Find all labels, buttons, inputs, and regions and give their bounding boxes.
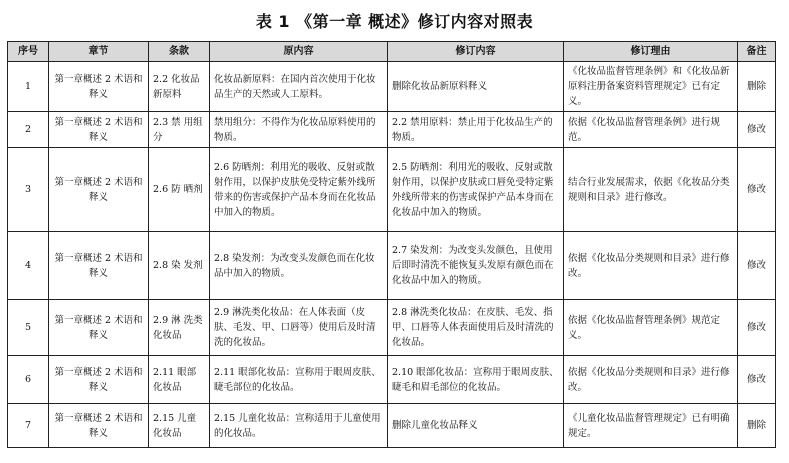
cell-chapter: 第一章概述 2 术语和释义 xyxy=(49,62,149,112)
cell-chapter: 第一章概述 2 术语和释义 xyxy=(49,404,149,448)
cell-revised: 2.8 淋洗类化妆品：在皮肤、毛发、指甲、口唇等人体表面使用后及时清洗的化妆品。 xyxy=(388,300,564,356)
cell-seq: 7 xyxy=(8,404,49,448)
cell-revised: 2.2 禁用原料：禁止用于化妆品生产的物质。 xyxy=(388,112,564,148)
cell-article: 2.8 染 发剂 xyxy=(149,232,210,300)
cell-note: 修改 xyxy=(738,148,776,232)
cell-reason: 依据《化妆品分类规则和目录》进行修改。 xyxy=(564,232,738,300)
cell-revised: 删除化妆品新原料释义 xyxy=(388,62,564,112)
cell-original: 2.11 眼部化妆品：宣称用于眼周皮肤、睫毛部位的化妆品。 xyxy=(210,356,388,404)
cell-seq: 1 xyxy=(8,62,49,112)
cell-seq: 3 xyxy=(8,148,49,232)
cell-note: 修改 xyxy=(738,300,776,356)
cell-original: 2.9 淋洗类化妆品：在人体表面（皮肤、毛发、甲、口唇等）使用后及时清洗的化妆品。 xyxy=(210,300,388,356)
cell-revised: 删除儿童化妆品释义 xyxy=(388,404,564,448)
cell-original: 2.6 防晒剂：利用光的吸收、反射或散射作用，以保护皮肤免受特定紫外线所带来的伤害或保护产品本身而在化妆品中加入的物质。 xyxy=(210,148,388,232)
cell-reason: 结合行业发展需求，依据《化妆品分类规则和目录》进行修改。 xyxy=(564,148,738,232)
header-chapter: 章节 xyxy=(49,42,149,62)
cell-original: 2.15 儿童化妆品：宣称适用于儿童使用的化妆品。 xyxy=(210,404,388,448)
cell-note: 修改 xyxy=(738,112,776,148)
header-revised: 修订内容 xyxy=(388,42,564,62)
cell-revised: 2.7 染发剂：为改变头发颜色，且使用后即时清洗不能恢复头发原有颜色而在化妆品中加入的物质。 xyxy=(388,232,564,300)
cell-original: 2.8 染发剂：为改变头发颜色而在化妆品中加入的物质。 xyxy=(210,232,388,300)
cell-original: 禁用组分：不得作为化妆品原料使用的物质。 xyxy=(210,112,388,148)
cell-seq: 4 xyxy=(8,232,49,300)
header-reason: 修订理由 xyxy=(564,42,738,62)
cell-seq: 5 xyxy=(8,300,49,356)
table-row xyxy=(8,404,776,448)
table-header-row xyxy=(8,42,776,62)
cell-original: 化妆品新原料：在国内首次使用于化妆品生产的天然或人工原料。 xyxy=(210,62,388,112)
table-row xyxy=(8,62,776,112)
table-row xyxy=(8,112,776,148)
header-article: 条款 xyxy=(149,42,210,62)
cell-article: 2.2 化妆品新原料 xyxy=(149,62,210,112)
cell-article: 2.15 儿童化妆品 xyxy=(149,404,210,448)
cell-article: 2.11 眼部化妆品 xyxy=(149,356,210,404)
cell-chapter: 第一章概述 2 术语和释义 xyxy=(49,112,149,148)
cell-chapter: 第一章概述 2 术语和释义 xyxy=(49,300,149,356)
cell-seq: 2 xyxy=(8,112,49,148)
cell-note: 修改 xyxy=(738,232,776,300)
table-row xyxy=(8,148,776,232)
header-note: 备注 xyxy=(738,42,776,62)
table-row xyxy=(8,300,776,356)
cell-reason: 依据《化妆品监督管理条例》进行规范。 xyxy=(564,112,738,148)
table-title: 表 1 《第一章 概述》修订内容对照表 xyxy=(255,12,534,31)
header-seq: 序号 xyxy=(8,42,49,62)
cell-reason: 《化妆品监督管理条例》和《化妆品新原料注册备案资料管理规定》已有定义。 xyxy=(564,62,738,112)
cell-article: 2.9 淋 洗类化妆品 xyxy=(149,300,210,356)
cell-seq: 6 xyxy=(8,356,49,404)
cell-chapter: 第一章概述 2 术语和释义 xyxy=(49,232,149,300)
header-original: 原内容 xyxy=(210,42,388,62)
cell-reason: 依据《化妆品监督管理条例》规范定义。 xyxy=(564,300,738,356)
cell-reason: 依据《化妆品分类规则和目录》进行修改。 xyxy=(564,356,738,404)
table-row xyxy=(8,356,776,404)
cell-revised: 2.10 眼部化妆品：宣称用于眼周皮肤、睫毛和眉毛部位的化妆品。 xyxy=(388,356,564,404)
table-row xyxy=(8,232,776,300)
cell-revised: 2.5 防晒剂：利用光的吸收、反射或散射作用，以保护皮肤或口唇免受特定紫外线所带来的伤害或保护产品本身而在化妆品中加入的物质。 xyxy=(388,148,564,232)
cell-note: 删除 xyxy=(738,62,776,112)
cell-note: 修改 xyxy=(738,356,776,404)
cell-reason: 《儿童化妆品监督管理规定》已有明确规定。 xyxy=(564,404,738,448)
cell-article: 2.6 防 晒剂 xyxy=(149,148,210,232)
revision-table xyxy=(7,41,776,448)
cell-chapter: 第一章概述 2 术语和释义 xyxy=(49,148,149,232)
cell-article: 2.3 禁 用组分 xyxy=(149,112,210,148)
cell-chapter: 第一章概述 2 术语和释义 xyxy=(49,356,149,404)
cell-note: 删除 xyxy=(738,404,776,448)
